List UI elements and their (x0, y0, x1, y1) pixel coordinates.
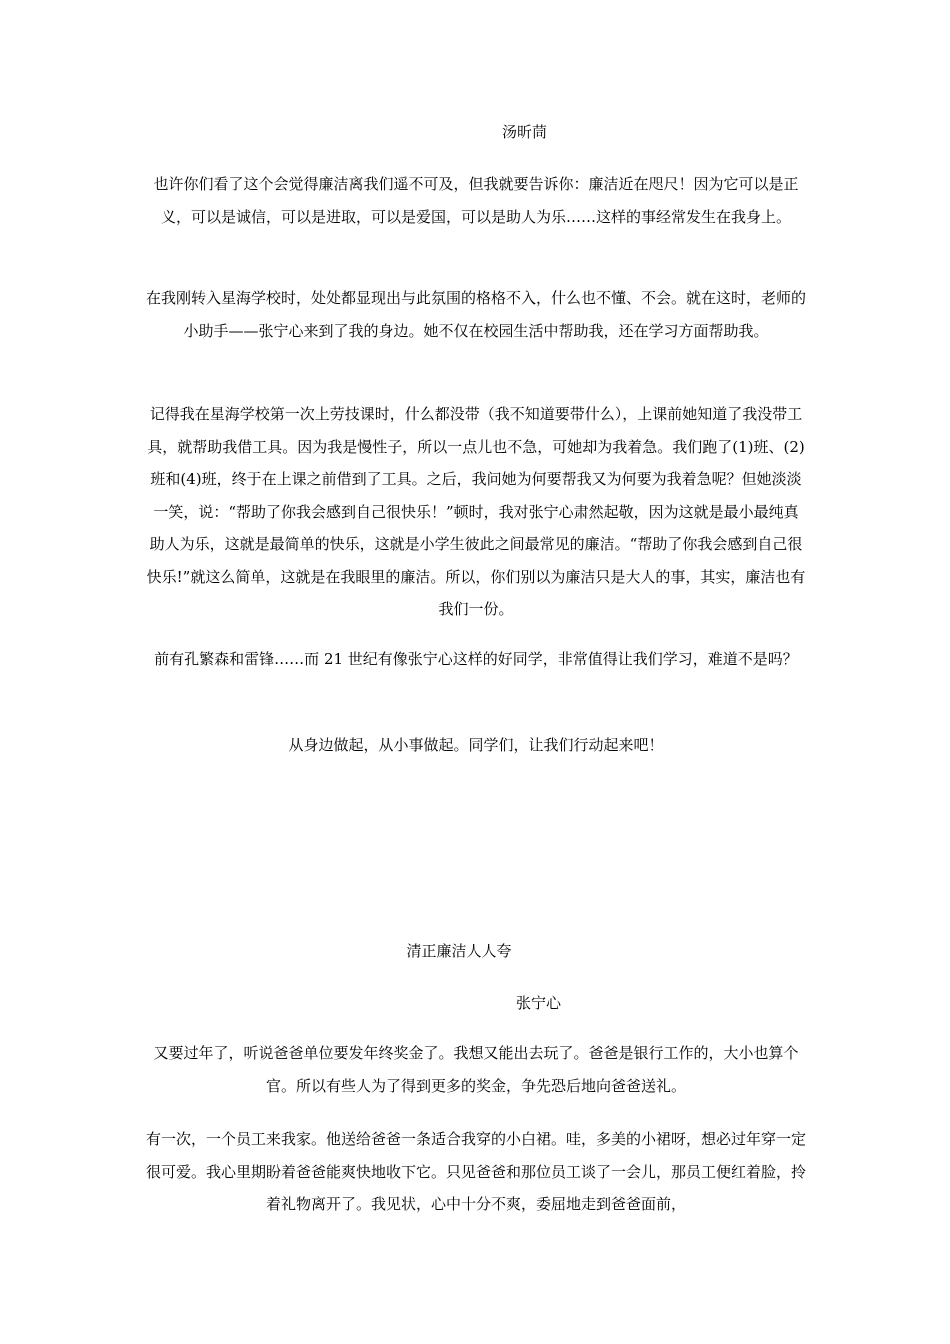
paragraph: 又要过年了，听说爸爸单位要发年终奖金了。我想又能出去玩了。爸爸是银行工作的，大小也算个官。所以有些人为了得到更多的奖金，争先恐后地向爸爸送礼。 (153, 1044, 799, 1095)
paragraph: 前有孔繁森和雷锋……而 21 世纪有像张宁心这样的好同学，非常值得让我们学习，难道不是吗？ (154, 650, 798, 668)
author-name: 张宁心 (516, 994, 562, 1012)
author-name: 汤昕茼 (502, 123, 548, 141)
paragraph: 也许你们看了这个会觉得廉洁离我们遥不可及，但我就要告诉你：廉洁近在咫尺！因为它可以是正义，可以是诚信，可以是进取，可以是爱国，可以是助人为乐……这样的事经常发生在我身上。 (153, 175, 799, 226)
paragraph: 从身边做起，从小事做起。同学们，让我们行动起来吧！ (288, 736, 664, 754)
section-title: 清正廉洁人人夸 (406, 942, 512, 960)
paragraph: 有一次，一个员工来我家。他送给爸爸一条适合我穿的小白裙。哇，多美的小裙呀，想必过年穿一定很可爱。我心里期盼着爸爸能爽快地收下它。只见爸爸和那位员工谈了一会儿，那员工便红着脸，拎着礼物离开了。我见状，心中十分不爽，委屈地走到爸爸面前， (146, 1130, 806, 1213)
paragraph: 记得我在星海学校第一次上劳技课时，什么都没带（我不知道要带什么），上课前她知道了我没带工具，就帮助我借工具。因为我是慢性子，所以一点儿也不急，可她却为我着急。我们跑了(1)班、(2)班和(4)班，终于在上课之前借到了工具。之后，我问她为何要帮我又为何要为我着急呢？但她淡淡一笑，说：“帮助了你我会感到自己很快乐！”顿时，我对张宁心肃然起敬，因为这就是最小最纯真助人为乐，这就是最简单的快乐，这就是小学生彼此之间最常见的廉洁。“帮助了你我会感到自己很快乐!”就这么简单，这就是在我眼里的廉洁。所以，你们别以为廉洁只是大人的事，其实，廉洁也有我们一份。 (146, 405, 806, 618)
paragraph: 在我刚转入星海学校时，处处都显现出与此氛围的格格不入，什么也不懂、不会。就在这时，老师的小助手——张宁心来到了我的身边。她不仅在校园生活中帮助我，还在学习方面帮助我。 (146, 289, 807, 340)
